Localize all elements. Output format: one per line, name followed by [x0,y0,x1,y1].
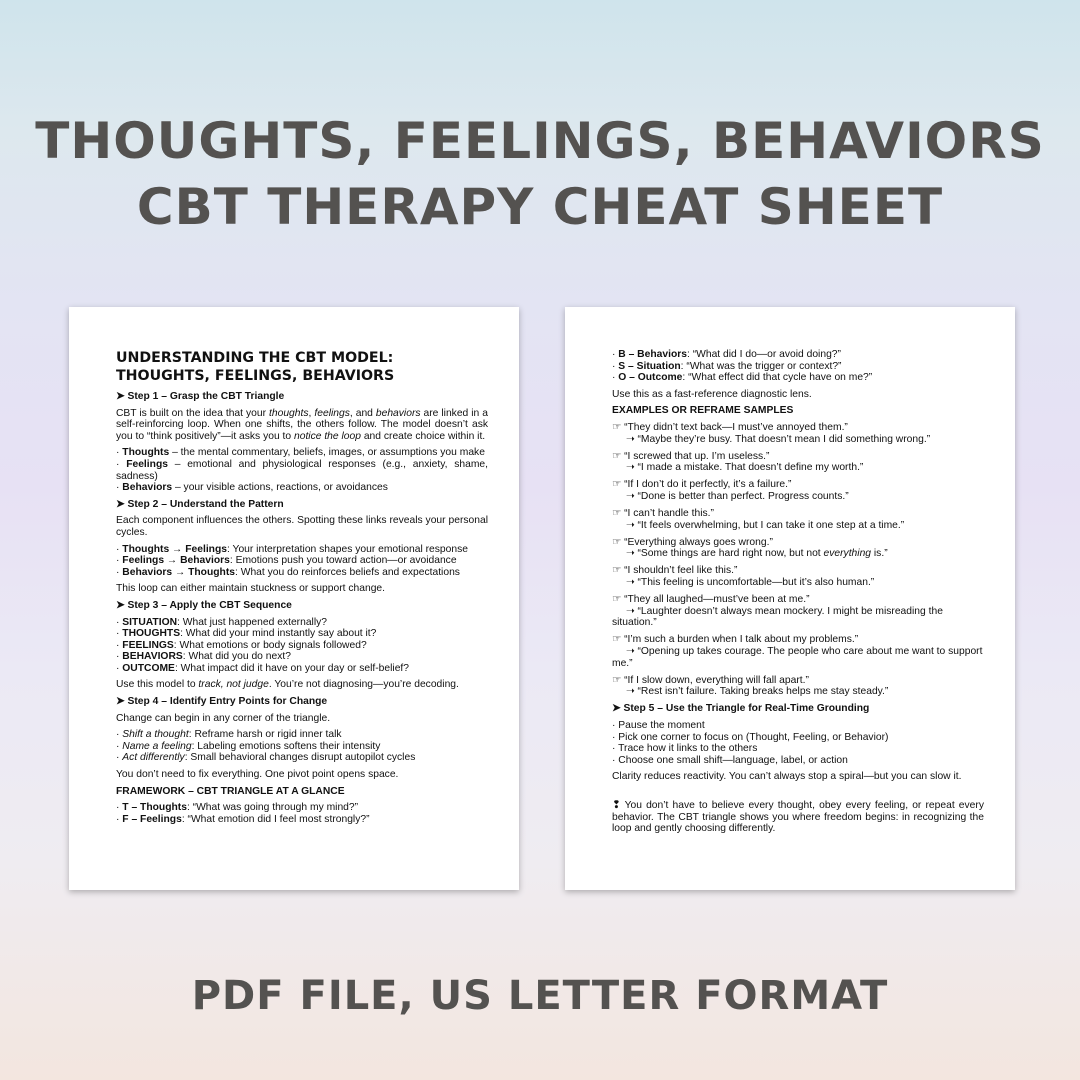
step-1-title: ➤ Step 1 – Grasp the CBT Triangle [116,391,285,402]
example-item: ☞ “If I slow down, everything will fall apart.” ➝ “Rest isn’t failure. Taking breaks helps me stay steady.” [612,674,889,698]
step-5-closing: Clarity reduces reactivity. You can’t always stop a spiral—but you can slow it. [612,771,962,783]
list-item: · Feelings → Behaviors: Emotions push you toward action—or avoidance [116,555,457,567]
list-item: · Pick one corner to focus on (Thought, Feeling, or Behavior) [612,731,889,743]
example-item: ☞ “If I don’t do it perfectly, it’s a failure.” ➝ “Done is better than perfect. Progress counts.” [612,479,849,502]
list-item: · O – Outcome: “What effect did that cycle have on me?” [612,372,873,384]
list-item: · Thoughts – the mental commentary, beliefs, images, or assumptions you make [116,447,485,459]
step-2-title: ➤ Step 2 – Understand the Pattern [116,498,284,510]
step-5-title: ➤ Step 5 – Use the Triangle for Real-Time Grounding [612,703,870,715]
preview-page-2 [565,307,1015,890]
step-3-closing: Use this model to track, not judge. You’re not diagnosing—you’re decoding. [116,679,459,691]
step-4-closing: You don’t need to fix everything. One pivot point opens space. [116,769,399,781]
step-1-list [116,447,488,493]
list-item: · FEELINGS: What emotions or body signals followed? [116,639,367,651]
list-item: · Pause the moment [612,719,705,731]
list-item: · Name a feeling: Labeling emotions softens their intensity [116,740,381,752]
framework-list [116,802,488,825]
list-item: · Feelings – emotional and physiological responses (e.g., anxiety, shame, sadness) [116,458,488,482]
example-item: ☞ “They all laughed—must’ve been at me.” ➝ “Laughter doesn’t always mean mockery. I might be misreading the situation.” [612,594,943,629]
examples-title: EXAMPLES OR REFRAME SAMPLES [612,405,794,417]
example-item: ☞ “I shouldn’t feel like this.” ➝ “This feeling is uncomfortable—but it’s also human.” [612,565,875,588]
step-3-title: ➤ Step 3 – Apply the CBT Sequence [116,599,292,611]
final-note: ❢ You don’t have to believe every thought, obey every feeling, or repeat every behavior. The CBT triangle shows you where freedom begins: in recognizing the loop and gently choosing differently. [612,799,984,835]
step-5-list [612,720,984,766]
format-caption: PDF FILE, US LETTER FORMAT [191,973,889,1019]
list-item: · F – Feelings: “What emotion did I feel most strongly?” [116,813,370,825]
example-item: ☞ “I’m such a burden when I talk about my problems.” ➝ “Opening up takes courage. The people who care about me want to support me.” [612,634,983,669]
list-item: · Behaviors – your visible actions, reactions, or avoidances [116,482,388,494]
preview-page-1 [69,307,519,890]
step-2-closing: This loop can either maintain stuckness or support change. [116,583,386,595]
step-4-title: ➤ Step 4 – Identify Entry Points for Change [116,696,328,708]
list-item: · THOUGHTS: What did your mind instantly say about it? [116,628,377,640]
list-item: · Act differently: Small behavioral changes disrupt autopilot cycles [116,752,416,764]
list-item: · T – Thoughts: “What was going through my mind?” [116,802,359,814]
step-3-list [116,617,488,675]
example-item: ☞ “I can’t handle this.” ➝ “It feels overwhelming, but I can take it one step at a time.” [612,508,905,531]
step-4-paragraph: Change can begin in any corner of the triangle. [116,712,331,724]
framework-note: Use this as a fast-reference diagnostic lens. [612,388,812,400]
list-item: · Behaviors → Thoughts: What you do reinforces beliefs and expectations [116,566,460,578]
list-item: · B – Behaviors: “What did I do—or avoid doing?” [612,349,841,360]
headline-line-2: CBT THERAPY CHEAT SHEET [136,178,944,236]
example-item: ☞ “They didn’t text back—I must’ve annoyed them.” ➝ “Maybe they’re busy. That doesn’t mean I did something wrong.” [612,421,931,445]
step-4-list [116,729,488,764]
list-item: · OUTCOME: What impact did it have on your day or self-belief? [116,662,410,674]
list-item: · Shift a thought: Reframe harsh or rigid inner talk [116,729,342,741]
list-item: · SITUATION: What just happened externally? [116,616,327,628]
headline-line-1: THOUGHTS, FEELINGS, BEHAVIORS [35,112,1045,170]
step-2-list [116,544,488,579]
list-item: · Thoughts → Feelings: Your interpretation shapes your emotional response [116,543,468,555]
framework-title: FRAMEWORK – CBT TRIANGLE AT A GLANCE [116,785,345,797]
list-item: · Trace how it links to the others [612,743,758,755]
example-item: ☞ “Everything always goes wrong.” ➝ “Some things are hard right now, but not everything is.” [612,536,888,560]
list-item: · BEHAVIORS: What did you do next? [116,651,291,663]
step-2-paragraph: Each component influences the others. Spotting these links reveals your personal cycles. [116,515,488,538]
step-1-paragraph: CBT is built on the idea that your thoughts, feelings, and behaviors are linked in a self-reinforcing loop. When one shifts, the others follow. The model doesn’t ask you to “think positively”—it asks you to notice the loop and create choice within it. [116,407,488,442]
framework-list-continued [612,349,984,384]
list-item: · Choose one small shift—language, label, or action [612,754,848,766]
list-item: · S – Situation: “What was the trigger or context?” [612,360,842,372]
example-item: ☞ “I screwed that up. I’m useless.” ➝ “I made a mistake. That doesn’t define my worth.” [612,450,864,474]
page-heading: UNDERSTANDING THE CBT MODEL: THOUGHTS, FEELINGS, BEHAVIORS [116,350,395,384]
